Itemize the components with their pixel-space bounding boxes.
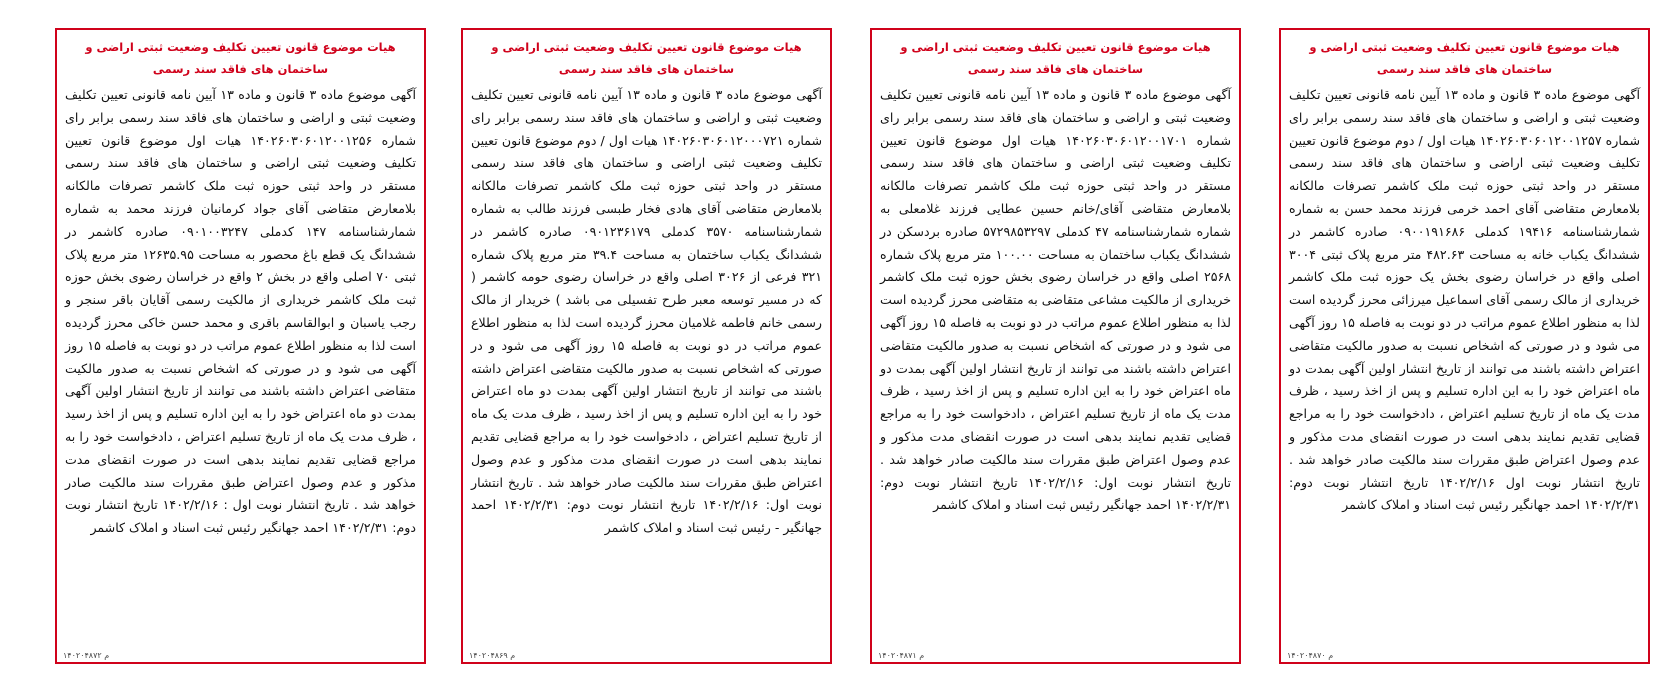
notice-card-3	[461, 28, 832, 664]
notice-title: هیات موضوع قانون تعیین تکلیف وضعیت ثبتی اراضی و ساختمان های فاقد سند رسمی	[1309, 40, 1620, 76]
notice-code: م ۱۴۰۲۰۴۸۷۱	[878, 651, 925, 660]
notice-title: هیات موضوع قانون تعیین تکلیف وضعیت ثبتی اراضی و ساختمان های فاقد سند رسمی	[85, 40, 396, 76]
notice-body: آگهی موضوع ماده ۳ قانون و ماده ۱۳ آیین نامه قانونی تعیین تکلیف وضعیت ثبتی و اراضی و ساختمان های فاقد سند رسمی برابر رای شماره ۱۴۰۲۶۰۳۰۶۰۱۲۰۰۱۲۵۶ هیات اول موضوع قانون تعیین تکلیف وضعیت ثبتی اراضی و ساختمان های فاقد سند رسمی مستقر در واحد ثبتی حوزه ثبت ملک کاشمر تصرفات مالکانه بلامعارض متقاضی آقای جواد کرمانیان فرزند محمد به شماره شمارشناسنامه ۱۴۷ کدملی ۰۹۰۱۰۰۳۲۴۷ صادره کاشمر در ششدانگ یک قطع باغ محصور به مساحت ۱۲۶۳۵.۹۵ متر مربع پلاک ثبتی ۷۰ اصلی واقع در بخش ۲ واقع در خراسان رضوی بخش حوزه ثبت ملک کاشمر خریداری از مالکیت رسمی آقایان باقر سنجر و رجب یاسبان و ابوالقاسم باقری و محمد حسن خاکی محرز گردیده است لذا به منظور اطلاع عموم مراتب در دو نوبت به فاصله ۱۵ روز آگهی می شود و در صورتی که اشخاص نسبت به صدور مالکیت متقاضی اعتراض داشته باشند می توانند از تاریخ انتشار اولین آگهی بمدت دو ماه اعتراض خود را به این اداره تسلیم و پس از اخذ رسید ، ظرف مدت یک ماه از تاریخ تسلیم اعتراض ، دادخواست خود را به مراجع قضایی تقدیم نمایند بدهی است در صورت انقضای مدت مذکور و عدم وصول اعتراض طبق مقررات سند مالکیت صادر خواهد شد . تاریخ انتشار نوبت اول : ۱۴۰۲/۲/۱۶ تاریخ انتشار نوبت دوم: ۱۴۰۲/۲/۳۱ احمد جهانگیر رئیس ثبت اسناد و املاک کاشمر	[60, 87, 417, 536]
notice-card-2	[870, 28, 1241, 664]
notice-title: هیات موضوع قانون تعیین تکلیف وضعیت ثبتی اراضی و ساختمان های فاقد سند رسمی	[900, 40, 1211, 76]
notice-code: م ۱۴۰۲۰۴۸۶۹	[469, 651, 516, 660]
notice-code: م ۱۴۰۲۰۴۸۷۲	[63, 651, 110, 660]
notice-body: آگهی موضوع ماده ۳ قانون و ماده ۱۳ آیین نامه قانونی تعیین تکلیف وضعیت ثبتی و اراضی و ساختمان های فاقد سند رسمی برابر رای شماره ۱۴۰۲۶۰۳۰۶۰۱۲۰۰۱۷۰۱ هیات اول موضوع قانون تعیین تکلیف وضعیت ثبتی اراضی و ساختمان های فاقد سند رسمی مستقر در واحد ثبتی حوزه ثبت ملک کاشمر تصرفات مالکانه بلامعارض متقاضی آقای/خانم حسین عطایی فرزند غلامعلی به شماره شمارشناسنامه ۴۷ کدملی ۵۷۲۹۸۵۳۲۹۷ صادره بردسکن در ششدانگ یکباب ساختمان به مساحت ۱۰۰.۰۰ متر مربع پلاک شماره ۲۵۶۸ اصلی واقع در خراسان رضوی بخش حوزه ثبت ملک کاشمر خریداری از مالکیت مشاعی متقاضی به متقاضی محرز گردیده است لذا به منظور اطلاع عموم مراتب در دو نوبت به فاصله ۱۵ روز آگهی می شود و در صورتی که اشخاص نسبت به صدور مالکیت متقاضی اعتراض داشته باشند می توانند از تاریخ انتشار اولین آگهی بمدت دو ماه اعتراض خود را به این اداره تسلیم و پس از اخذ رسید ، ظرف مدت یک ماه از تاریخ تسلیم اعتراض ، دادخواست خود را به مراجع قضایی تقدیم نمایند بدهی است در صورت انقضای مدت مذکور و عدم وصول اعتراض طبق مقررات سند مالکیت صادر خواهد شد . تاریخ انتشار نوبت اول: ۱۴۰۲/۲/۱۶ تاریخ انتشار نوبت دوم: ۱۴۰۲/۲/۳۱ احمد جهانگیر رئیس ثبت اسناد و املاک کاشمر	[875, 87, 1231, 513]
notice-title: هیات موضوع قانون تعیین تکلیف وضعیت ثبتی اراضی و ساختمان های فاقد سند رسمی	[491, 40, 802, 76]
notice-code: م ۱۴۰۲۰۴۸۷۰	[1287, 651, 1334, 660]
notice-card-1	[1279, 28, 1650, 664]
notice-body: آگهی موضوع ماده ۳ قانون و ماده ۱۳ آیین نامه قانونی تعیین تکلیف وضعیت ثبتی و اراضی و ساختمان های فاقد سند رسمی برابر رای شماره ۱۴۰۲۶۰۳۰۶۰۱۲۰۰۰۷۲۱ هیات اول / دوم موضوع قانون تعیین تکلیف وضعیت ثبتی اراضی و ساختمان های فاقد سند رسمی مستقر در واحد ثبتی حوزه ثبت ملک کاشمر تصرفات مالکانه بلامعارض متقاضی آقای هادی فخار طبسی فرزند طالب به شماره شمارشناسنامه ۳۵۷۰ کدملی ۰۹۰۱۲۳۶۱۷۹ صادره کاشمر در ششدانگ یکباب ساختمان به مساحت ۳۹.۴ متر مربع پلاک شماره ۳۲۱ فرعی از ۳۰۲۶ اصلی واقع در خراسان رضوی حومه کاشمر ( که در مسیر توسعه معبر طرح تفسیلی می باشد ) خریدار از مالک رسمی خانم فاطمه غلامیان محرز گردیده است لذا به منظور اطلاع عموم مراتب در دو نوبت به فاصله ۱۵ روز آگهی می شود و در صورتی که اشخاص نسبت به صدور مالکیت متقاضی اعتراض داشته باشند می توانند از تاریخ انتشار اولین آگهی بمدت دو ماه اعتراض خود را به این اداره تسلیم و پس از اخذ رسید ، ظرف مدت یک ماه از تاریخ تسلیم اعتراض ، دادخواست خود را به مراجع قضایی تقدیم نمایند بدهی است در صورت انقضای مدت مذکور و عدم وصول اعتراض طبق مقررات سند مالکیت صادر خواهد شد . تاریخ انتشار نوبت اول: ۱۴۰۲/۲/۱۶ تاریخ انتشار نوبت دوم: ۱۴۰۲/۲/۳۱ احمد جهانگیر - رئیس ثبت اسناد و املاک کاشمر	[466, 87, 823, 536]
notice-body: آگهی موضوع ماده ۳ قانون و ماده ۱۳ آیین نامه قانونی تعیین تکلیف وضعیت ثبتی و اراضی و ساختمان های فاقد سند رسمی برابر رای شماره ۱۴۰۲۶۰۳۰۶۰۱۲۰۰۱۲۵۷ هیات اول / دوم موضوع قانون تعیین تکلیف وضعیت ثبتی اراضی و ساختمان های فاقد سند رسمی مستقر در واحد ثبتی حوزه ثبت ملک کاشمر تصرفات مالکانه بلامعارض متقاضی آقای احمد خرمی فرزند محمد حسن به شماره شمارشناسنامه ۱۹۴۱۶ کدملی ۰۹۰۰۱۹۱۶۸۶ صادره کاشمر در ششدانگ یکباب خانه به مساحت ۴۸۲.۶۳ متر مربع پلاک ثبتی ۳۰۰۴ اصلی واقع در خراسان رضوی بخش یک حوزه ثبت ملک کاشمر خریداری از مالک رسمی آقای اسماعیل میرزائی محرز گردیده است لذا به منظور اطلاع عموم مراتب در دو نوبت به فاصله ۱۵ روز آگهی می شود و در صورتی که اشخاص نسبت به صدور مالکیت متقاضی اعتراض داشته باشند می توانند از تاریخ انتشار اولین آگهی بمدت دو ماه اعتراض خود را به این اداره تسلیم و پس از اخذ رسید ، ظرف مدت یک ماه از تاریخ تسلیم اعتراض ، دادخواست خود را به مراجع قضایی تقدیم نمایند بدهی است در صورت انقضای مدت مذکور و عدم وصول اعتراض طبق مقررات سند مالکیت صادر خواهد شد . تاریخ انتشار نوبت اول ۱۴۰۲/۲/۱۶ تاریخ انتشار نوبت دوم: ۱۴۰۲/۲/۳۱ احمد جهانگیر رئیس ثبت اسناد و املاک کاشمر	[1284, 87, 1641, 513]
notice-card-4	[55, 28, 426, 664]
